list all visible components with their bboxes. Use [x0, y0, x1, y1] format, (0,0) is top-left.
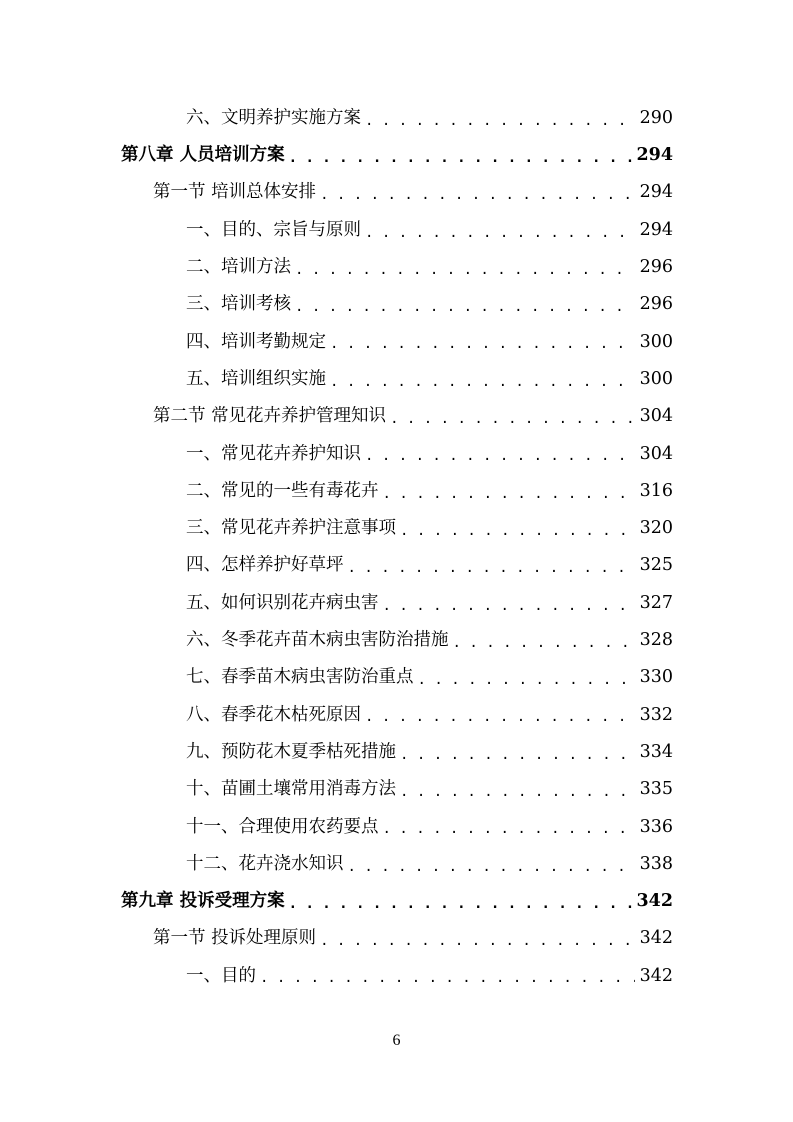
toc-section[interactable] — [0, 398, 793, 435]
toc-entry-title: 一、目的 — [186, 965, 256, 986]
toc-entry-page: 304 — [639, 406, 673, 427]
toc-entry-page: 336 — [639, 816, 673, 837]
toc-entry[interactable] — [0, 548, 793, 585]
toc-entry[interactable] — [0, 697, 793, 734]
dot-leader — [348, 561, 636, 575]
dot-leader — [453, 636, 636, 650]
toc-entry-page: 328 — [639, 630, 673, 651]
dot-leader — [400, 785, 635, 799]
dot-leader — [295, 263, 635, 277]
dot-leader — [295, 300, 635, 314]
dot-leader — [383, 822, 636, 836]
dot-leader — [320, 188, 635, 202]
toc-entry[interactable] — [0, 324, 793, 361]
toc-entry-page: 294 — [639, 182, 673, 203]
dot-leader — [400, 524, 635, 538]
toc-entry[interactable] — [0, 771, 793, 808]
toc-entry-page: 342 — [639, 965, 673, 986]
toc-entry-title: 第九章 投诉受理方案 — [121, 891, 285, 912]
toc-entry-title: 三、培训考核 — [186, 294, 291, 315]
toc-entry-title: 一、常见花卉养护知识 — [186, 443, 361, 464]
toc-entry-title: 十一、合理使用农药要点 — [186, 816, 379, 837]
toc-entry-page: 300 — [639, 331, 673, 352]
toc-entry-page: 327 — [639, 592, 673, 613]
dot-leader — [365, 710, 635, 724]
dot-leader — [365, 226, 635, 240]
toc-section[interactable] — [0, 175, 793, 212]
toc-entry-page: 296 — [639, 294, 673, 315]
dot-leader — [365, 114, 635, 128]
toc-entry-title: 四、培训考勤规定 — [186, 331, 326, 352]
page-number: 6 — [392, 1032, 401, 1049]
toc-entry-page: 320 — [639, 518, 673, 539]
toc-entry[interactable] — [0, 510, 793, 547]
toc-entry-title: 五、如何识别花卉病虫害 — [186, 592, 379, 613]
toc-entry-title: 十二、花卉浇水知识 — [186, 853, 344, 874]
toc-entry-title: 一、目的、宗旨与原则 — [186, 219, 361, 240]
table-of-contents — [0, 100, 793, 995]
toc-entry-title: 二、常见的一些有毒花卉 — [186, 480, 379, 501]
dot-leader — [390, 412, 635, 426]
toc-chapter[interactable] — [0, 137, 793, 174]
dot-leader — [365, 449, 635, 463]
toc-entry-title: 七、春季苗木病虫害防治重点 — [186, 667, 414, 688]
toc-entry[interactable] — [0, 286, 793, 323]
toc-entry[interactable] — [0, 585, 793, 622]
toc-entry-page: 335 — [639, 779, 673, 800]
dot-leader — [383, 487, 636, 501]
dot-leader — [289, 151, 633, 165]
toc-entry-title: 第一节 培训总体安排 — [153, 182, 317, 203]
toc-entry-title: 八、春季花木枯死原因 — [186, 704, 361, 725]
dot-leader — [260, 971, 635, 985]
toc-entry[interactable] — [0, 809, 793, 846]
dot-leader — [330, 375, 635, 389]
toc-entry[interactable] — [0, 659, 793, 696]
toc-entry-page: 304 — [639, 443, 673, 464]
toc-entry[interactable] — [0, 100, 793, 137]
toc-entry[interactable] — [0, 846, 793, 883]
toc-entry[interactable] — [0, 473, 793, 510]
toc-entry[interactable] — [0, 622, 793, 659]
dot-leader — [400, 748, 635, 762]
toc-section[interactable] — [0, 921, 793, 958]
dot-leader — [289, 897, 633, 911]
toc-entry-page: 330 — [639, 667, 673, 688]
dot-leader — [383, 599, 636, 613]
toc-entry-title: 第八章 人员培训方案 — [121, 145, 285, 166]
toc-entry[interactable] — [0, 734, 793, 771]
toc-entry-page: 325 — [639, 555, 673, 576]
dot-leader — [418, 673, 636, 687]
toc-entry-page: 342 — [639, 928, 673, 949]
toc-entry-title: 九、预防花木夏季枯死措施 — [186, 741, 396, 762]
toc-entry-title: 六、冬季花卉苗木病虫害防治措施 — [186, 630, 449, 651]
toc-entry[interactable] — [0, 436, 793, 473]
toc-entry-title: 二、培训方法 — [186, 257, 291, 278]
toc-entry-title: 六、文明养护实施方案 — [186, 107, 361, 128]
toc-entry-title: 第一节 投诉处理原则 — [153, 928, 317, 949]
toc-chapter[interactable] — [0, 883, 793, 920]
toc-entry-page: 296 — [639, 257, 673, 278]
toc-entry-page: 294 — [639, 219, 673, 240]
toc-entry-page: 294 — [636, 145, 673, 166]
toc-entry-page: 334 — [639, 741, 673, 762]
toc-entry-title: 五、培训组织实施 — [186, 368, 326, 389]
toc-entry-title: 第二节 常见花卉养护管理知识 — [153, 406, 387, 427]
toc-entry-title: 三、常见花卉养护注意事项 — [186, 518, 396, 539]
toc-entry-title: 十、苗圃土壤常用消毒方法 — [186, 779, 396, 800]
toc-entry[interactable] — [0, 361, 793, 398]
toc-entry[interactable] — [0, 958, 793, 995]
toc-entry-title: 四、怎样养护好草坪 — [186, 555, 344, 576]
toc-entry[interactable] — [0, 249, 793, 286]
dot-leader — [330, 337, 635, 351]
toc-entry-page: 338 — [639, 853, 673, 874]
toc-entry-page: 290 — [639, 107, 673, 128]
toc-entry-page: 316 — [639, 480, 673, 501]
toc-entry-page: 342 — [636, 891, 673, 912]
toc-entry-page: 300 — [639, 368, 673, 389]
dot-leader — [320, 934, 635, 948]
toc-entry-page: 332 — [639, 704, 673, 725]
toc-entry[interactable] — [0, 212, 793, 249]
dot-leader — [348, 860, 636, 874]
